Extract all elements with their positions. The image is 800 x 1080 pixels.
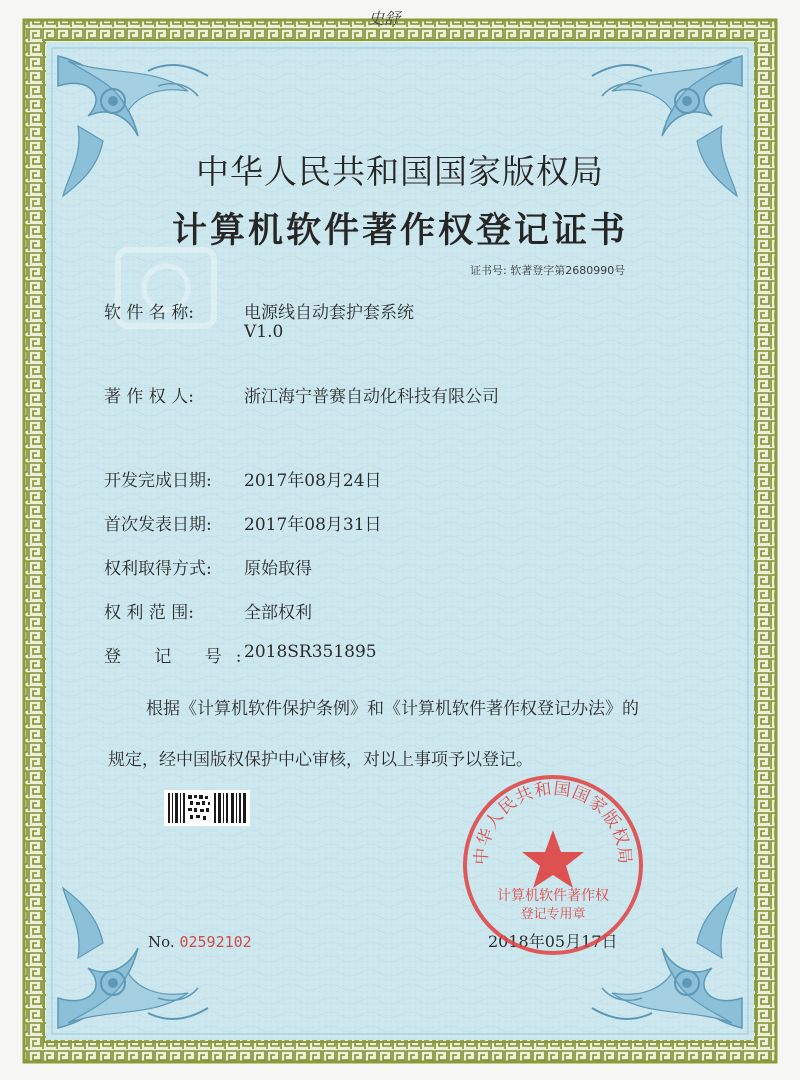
field-value-copyright-owner: 浙江海宁普赛自动化科技有限公司 <box>244 387 499 407</box>
field-value-registration-number: 2018SR351895 <box>244 642 377 662</box>
field-label-registration-number: 登 记 号: <box>104 647 256 667</box>
handwritten-note: 史舒 <box>368 9 401 28</box>
official-seal <box>460 772 646 958</box>
issuer-title: 中华人民共和国国家版权局 <box>196 152 604 191</box>
field-label-copyright-owner: 著 作 权 人: <box>104 387 194 407</box>
field-label-software-name: 软 件 名 称: <box>104 303 194 323</box>
field-label-rights-scope: 权 利 范 围: <box>104 603 194 623</box>
field-label-acquisition-method: 权利取得方式: <box>104 559 212 579</box>
barcode <box>164 790 250 826</box>
field-value-rights-scope: 全部权利 <box>244 603 312 623</box>
serial-digits: 02592102 <box>179 933 252 951</box>
field-value-software-version: V1.0 <box>244 322 284 342</box>
statement-line-2: 规定，经中国版权保护中心审核，对以上事项予以登记。 <box>108 750 533 770</box>
certificate-title: 计算机软件著作权登记证书 <box>171 210 628 251</box>
field-label-completion-date: 开发完成日期: <box>104 471 212 491</box>
serial-prefix: No. <box>148 933 175 951</box>
statement-line-1: 根据《计算机软件保护条例》和《计算机软件著作权登记办法》的 <box>146 699 639 719</box>
certificate-number: 证书号: 软著登字第2680990号 <box>470 264 626 277</box>
seal-line-2: 登记专用章 <box>520 907 586 922</box>
field-value-acquisition-method: 原始取得 <box>244 559 312 579</box>
field-label-publication-date: 首次发表日期: <box>104 515 212 535</box>
serial-number <box>148 933 252 951</box>
seal-line-1: 计算机软件著作权 <box>497 888 609 904</box>
field-value-publication-date: 2017年08月31日 <box>244 515 382 535</box>
field-value-completion-date: 2017年08月24日 <box>244 471 382 491</box>
issue-date: 2018年05月17日 <box>488 932 618 951</box>
field-value-software-name: 电源线自动套护套系统 <box>244 303 414 323</box>
seal-arc-text: 中华人民共和国国家版权局 <box>471 779 635 866</box>
